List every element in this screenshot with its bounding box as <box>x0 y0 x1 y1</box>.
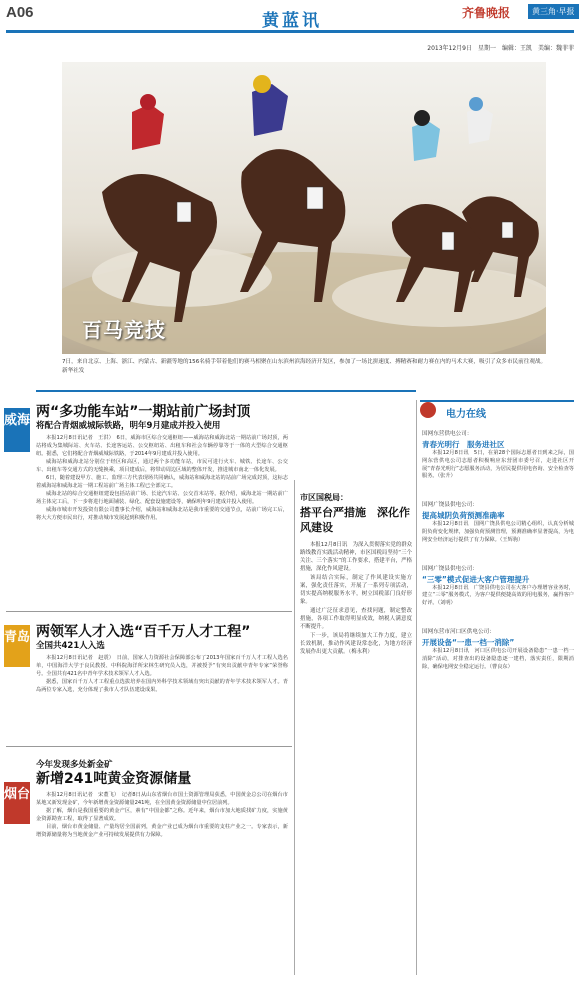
news-title: 开展设备“一患一档一消除” <box>422 637 515 647</box>
news-body: 本报12月8日讯 国网广饶县供电公司精心组织，认真分析城阴负荷变化规律，加强负荷预测管理，预测准确率显著提高，为电网安全经济运行提供了有力保障。（王辉驹） <box>422 521 574 543</box>
news-source: 国网东营市河口区供电公司： <box>422 628 495 635</box>
paragraph: 据了解，烟台是我国重要的黄金产区，素有“中国金都”之称。近年来，烟台市加大地质找矿力度，实施黄金资源勘查工程，取得了显著成效。 <box>36 808 288 822</box>
horse-race-photo <box>62 62 546 354</box>
article-body <box>300 541 412 656</box>
article-kicker: 今年发现多处新金矿 <box>36 760 113 770</box>
news-item <box>422 565 574 608</box>
news-body: 本报12月8日讯 广饶县供电公司在大客户办理增容业务时，建立“三零”服务模式，为客户提供便捷高效的用电服务，赢得客户好评。（刘明） <box>422 584 574 607</box>
article-body <box>36 792 288 840</box>
article-guoshui <box>300 492 412 656</box>
news-item <box>422 628 574 671</box>
article-source: 市区国税局： <box>300 493 348 502</box>
dateline: 2013年12月9日 星期一 编辑：王凯 美编：魏菲菲 <box>427 45 574 52</box>
region-tag-weihai: 威海 <box>4 408 30 452</box>
photo-title: 百马竞技 <box>82 318 166 342</box>
paragraph: 本报12月8日讯记者 王洪） 6日，威海市区综合交通枢纽——威海站和威海北站一期站前广场封顶，两站将成为集城际站、火车站、长途客运站、公交枢纽站、出租车和社会车辆停靠等于一体的大型综合交通枢纽。据悉，它们将配合青烟威城际铁路，于2014年9月建成并投入使用。 <box>36 435 288 457</box>
article-title: 搭平台严措施 深化作风建设 <box>300 506 410 534</box>
news-source: 国网广饶县供电公司： <box>422 502 478 509</box>
news-body: 本报12月8日讯 5日，在第28个国际志愿者日到来之际，国网东营供电公司志愿者积极响应东营团市委号召，走进社区开展“青春光明行”志愿服务活动，为居民提供用电咨询、安全检查等服务。（张升） <box>422 450 574 480</box>
paragraph: 威海站和威海北站分别位于经区和高区，通过两个多功能车站，市民可进行火车、城铁、长途车、公交车、出租车等交通方式的无缝换乘，项目建成后，将带动周边区域的整体开发，推进城市南北一体化发展。 <box>36 458 288 473</box>
section-rule <box>6 746 292 747</box>
article-yantai <box>36 760 288 840</box>
paragraph: 本报12月8日讯记者 宋董飞） 记者8日从山东省烟台市国土资源管理局获悉，中国黄金总公司在烟台市某地又新发现金矿，今年新增黄金资源储量241吨，在全国黄金资源储量中位居前列。 <box>36 792 288 806</box>
page-header <box>0 0 580 32</box>
paragraph: 据悉，国家百千万人才工程重点选拔培养在国内外科学技术领域有突出贡献的青年学术技术领军人才。青岛两位专家入选，充分体现了我市人才队伍建设成果。 <box>36 678 288 693</box>
news-title: 青春光明行 服务进社区 <box>422 440 505 449</box>
article-subtitle: 全国共421人入选 <box>36 641 105 651</box>
news-body: 本报12月8日讯 河口区供电公司开展设备隐患“一患一档一消除”活动，对排查出的设备隐患逐一建档，落实责任，限期消除，确保电网安全稳定运行。（曹良东） <box>422 647 574 670</box>
paragraph: 威海市城市开发投资有限公司董事长介绍，威海站和威海北站是我市重要的交通节点，站前广场完工后，将大大方便市民出行，对推动城市发展起到积极作用。 <box>36 507 288 521</box>
news-source: 国网东营供电公司： <box>422 431 473 437</box>
article-title: 两“多功能车站”一期站前广场封顶 <box>36 404 251 420</box>
paragraph: 目前，烟台市黄金储量、产量均居全国前列，黄金产业已成为烟台市重要的支柱产业之一。专家表示，新增资源储量将为当地黄金产业可持续发展提供有力保障。 <box>36 824 288 838</box>
news-item <box>422 430 574 481</box>
news-title: 提高城阴负荷预测准确率 <box>422 511 505 521</box>
region-tag-yantai: 烟台 <box>4 782 30 824</box>
news-item <box>422 501 574 544</box>
sidebar-heading <box>420 402 574 420</box>
paragraph: 6日，随着建设甲方、施工、监理三方代表现场共同确认，威海站和威海北站的站前广场完成封顶，这标志着威海站和威海北站一期工程站前广场主体工程已全部完工。 <box>36 474 288 489</box>
region-tag-qingdao: 青岛 <box>4 625 30 667</box>
section-divider <box>36 390 416 392</box>
power-icon <box>420 402 436 418</box>
horse-race-image <box>62 62 546 354</box>
section-title: 黄蓝讯 <box>262 11 322 31</box>
paragraph: 下一步，该局将继续加大工作力度，建立长效机制，推动作风建设常态化，为地方经济发展作出更大贡献。（梅永利） <box>300 632 412 655</box>
newspaper-logo: 齐鲁晚报 <box>462 6 511 20</box>
header-rule <box>6 30 574 33</box>
column-rule <box>416 400 417 975</box>
article-qingdao <box>36 624 288 695</box>
page-number: A06 <box>6 4 34 21</box>
sidebar-news <box>422 430 574 671</box>
sidebar-heading-text: 电力在线 <box>446 409 486 420</box>
column-rule <box>294 480 295 975</box>
paragraph: 通过广泛征求意见，查找问题，制定整改措施，各项工作取得明显成效，纳税人满意度不断提升。 <box>300 607 412 630</box>
paragraph: 该局结合实际，制定了作风建设实施方案，强化责任落实，开展了一系列专项活动，切实提高纳税服务水平，树立国税部门良好形象。 <box>300 574 412 606</box>
article-weihai <box>36 404 288 523</box>
article-title: 两领军人才入选“百千万人才工程” <box>36 624 251 640</box>
section-rule <box>6 611 292 612</box>
paragraph: 威海北站的综合交通枢纽建设包括站前广场、长途汽车站、公交首末站等。据介绍，威海北站一期站前广场主体完工后，下一步将进行地面铺装、绿化、配套设施建设等，确保明年9月建成并投入使用。 <box>36 491 288 505</box>
news-source: 国网广饶县供电公司： <box>422 565 478 572</box>
news-title: “三零”模式促进大客户管理提升 <box>422 574 530 584</box>
article-body <box>36 435 288 523</box>
edition-badge: 黄三角·早报 <box>528 4 579 19</box>
article-body <box>36 655 288 694</box>
photo-caption: 7日，来自北京、上海、浙江、内蒙古、新疆等地的156名骑手带着他们的赛马相聚在山东滨州滨海经济开发区，参加了一场比拼速度、搏精赛和耐力赛在内的马术大赛，吸引了众多市民前往观战。 新华社发 <box>62 359 549 374</box>
article-subtitle: 将配合青烟威城际铁路，明年9月建成并投入使用 <box>36 421 221 431</box>
paragraph: 本报12月8日讯 为深入贯彻落实党的群众路线教育实践活动精神，市区国税局坚持“三个关注、三个落实”的工作要求，搭建平台，严格措施，深化作风建设。 <box>300 542 412 573</box>
article-title: 新增241吨黄金资源储量 <box>36 771 192 787</box>
paragraph: 本报12月8日讯记者 赵震） 日前，国家人力资源社会保障部公布了2013年国家百千万人才工程人选名单，中国海洋大学于良民教授、中科院海洋所宋林生研究员入选，并被授予“有突出贡献中青年专家”荣誉称号。全国共有421名中青年学术技术领军人才入选。 <box>36 655 288 677</box>
